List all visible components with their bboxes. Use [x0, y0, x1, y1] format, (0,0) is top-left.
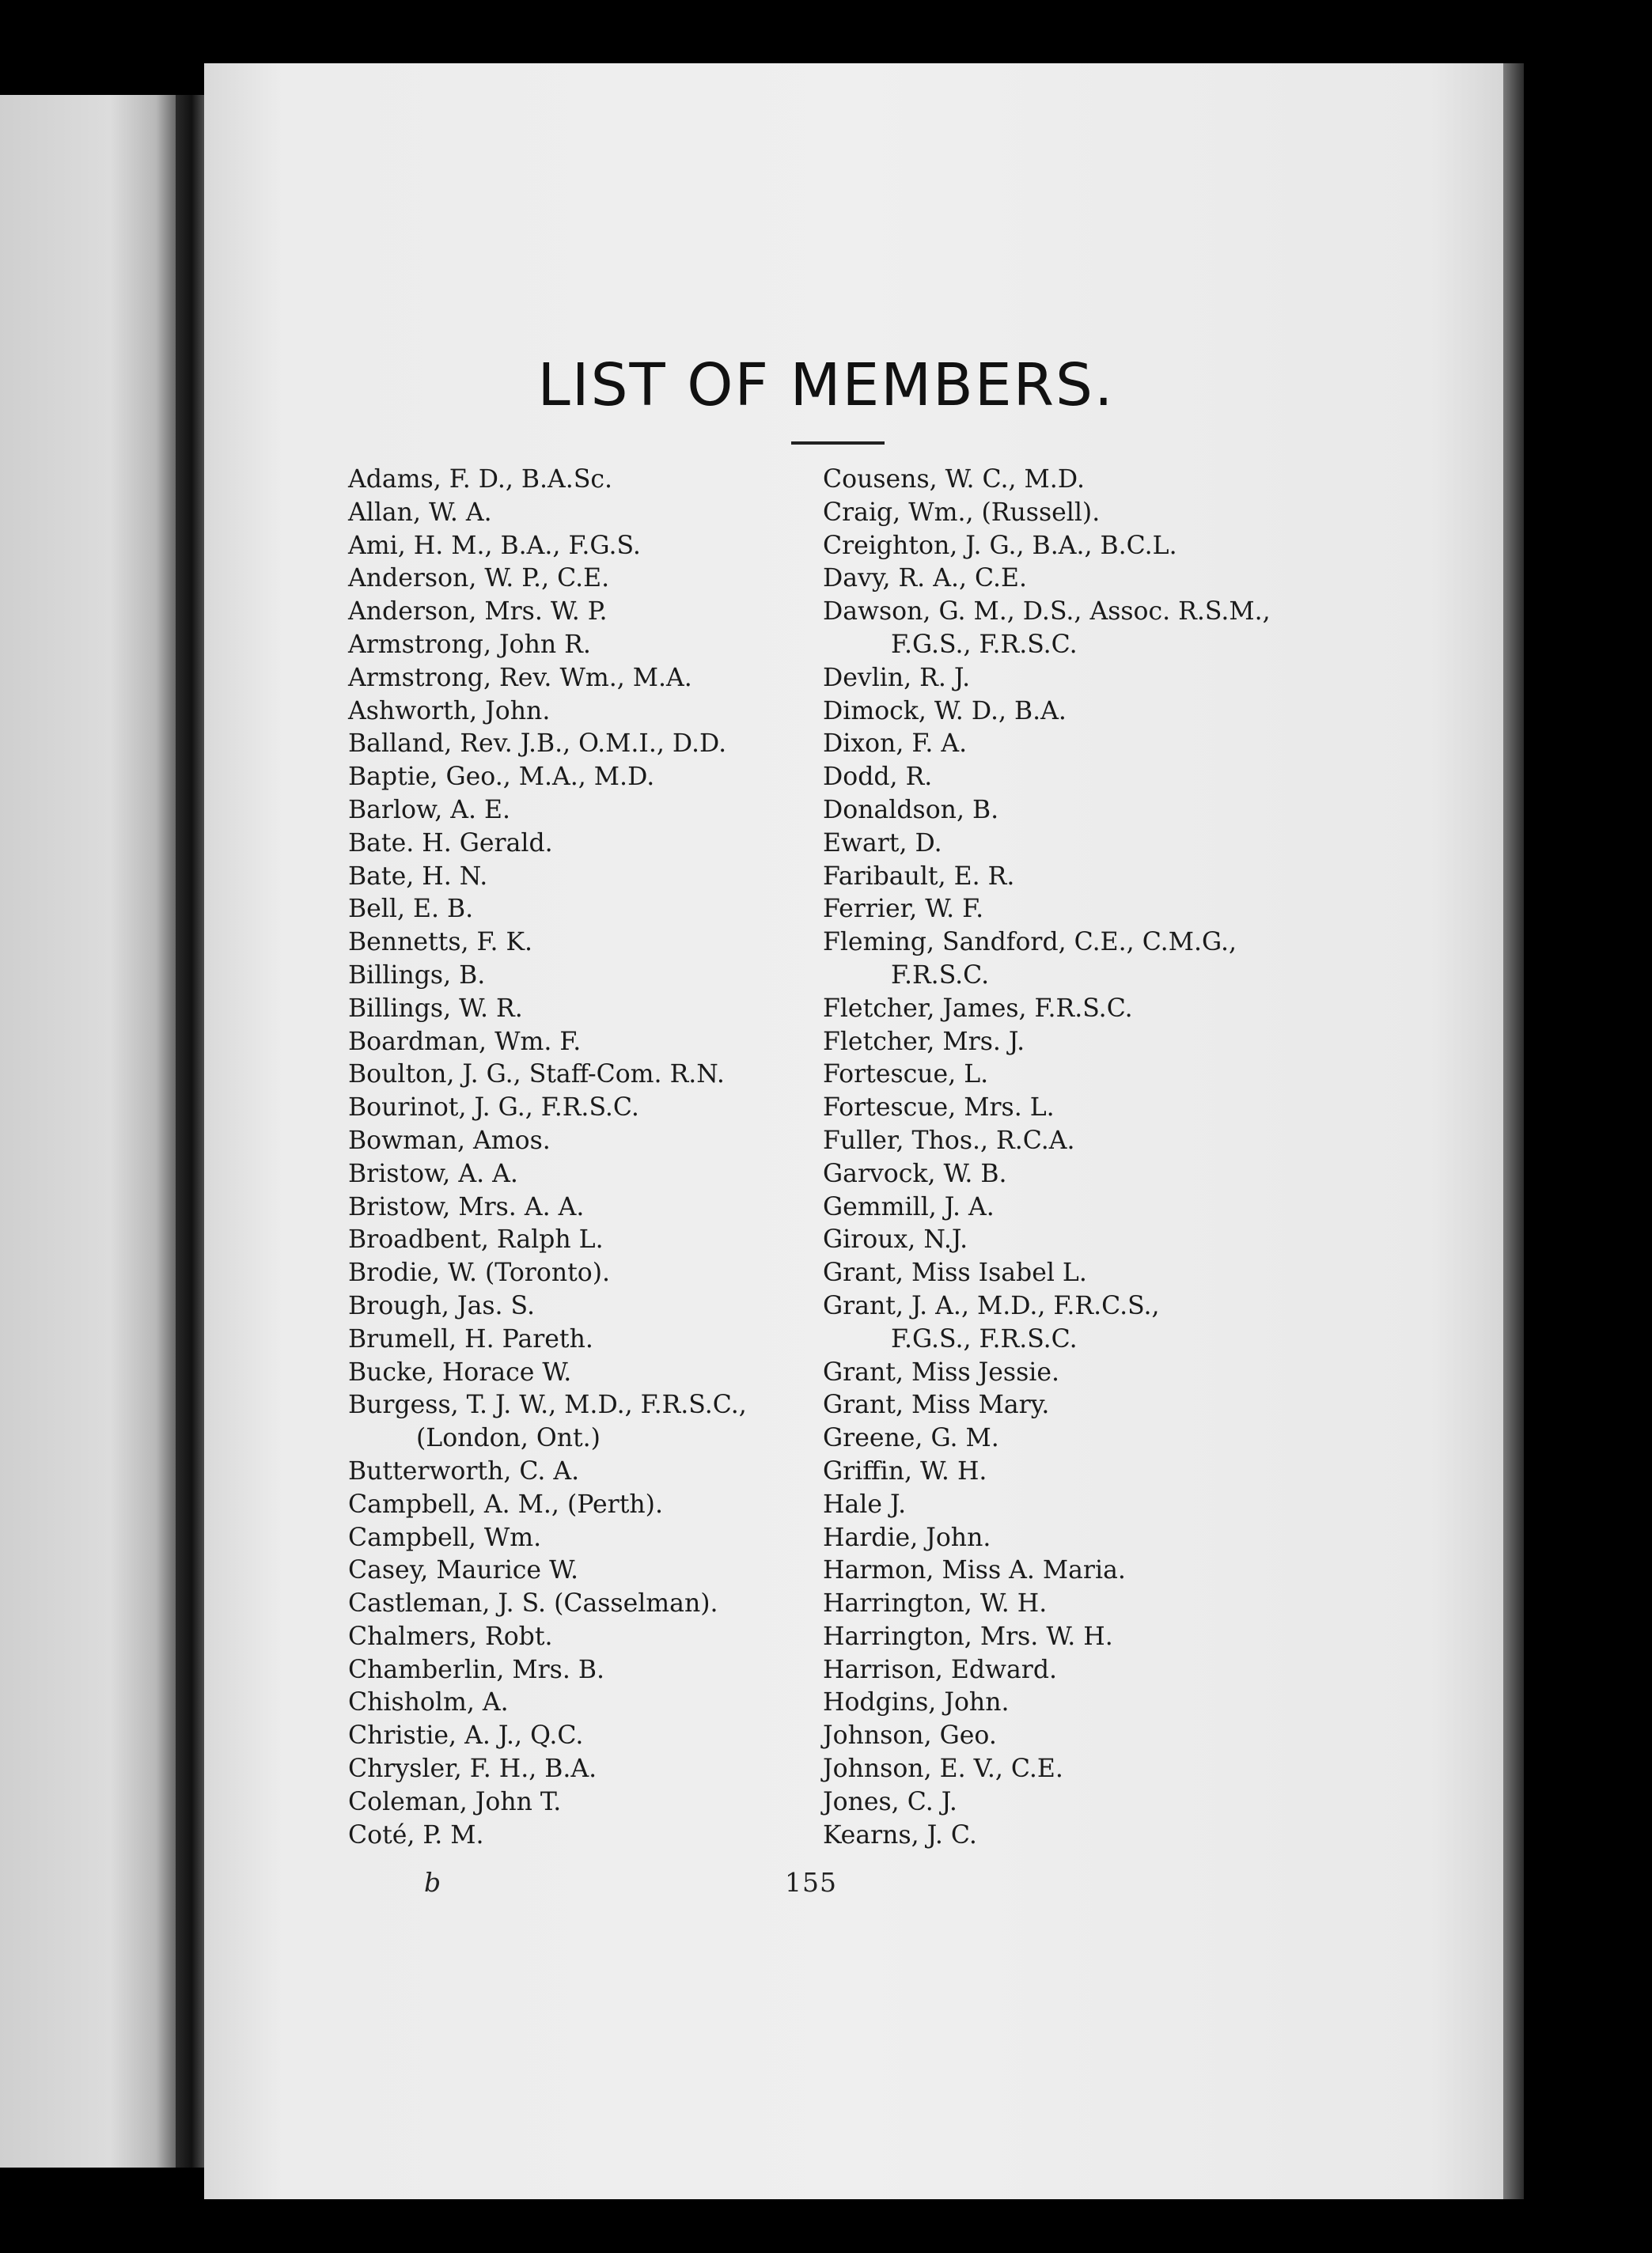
member-entry: Ewart, D. — [823, 828, 942, 858]
member-entry: Anderson, Mrs. W. P. — [348, 597, 608, 627]
member-entry: Campbell, Wm. — [348, 1523, 542, 1552]
member-entry: Casey, Maurice W. — [348, 1556, 578, 1585]
member-entry: Burgess, T. J. W., M.D., F.R.S.C., — [348, 1391, 747, 1420]
member-entry: Coté, P. M. — [348, 1820, 484, 1850]
member-entry: Bennetts, F. K. — [348, 928, 533, 957]
member-entry: Bate. H. Gerald. — [348, 828, 553, 858]
member-entry: Griffin, W. H. — [823, 1456, 987, 1486]
member-entry: Fortescue, L. — [823, 1060, 989, 1089]
member-entry: Dimock, W. D., B.A. — [823, 696, 1067, 725]
member-entry: Grant, Miss Jessie. — [823, 1357, 1059, 1387]
member-entry: Giroux, N.J. — [823, 1225, 968, 1255]
member-entry: Hale J. — [823, 1490, 907, 1519]
member-entry: Broadbent, Ralph L. — [348, 1225, 604, 1255]
member-entry-continuation: (London, Ont.) — [416, 1424, 601, 1453]
member-entry: Baptie, Geo., M.A., M.D. — [348, 763, 655, 792]
member-entry: Bowman, Amos. — [348, 1126, 551, 1155]
member-entry: Bristow, A. A. — [348, 1159, 518, 1188]
member-entry: Fortescue, Mrs. L. — [823, 1093, 1055, 1123]
member-entry: Fletcher, Mrs. J. — [823, 1027, 1025, 1056]
member-entry: Brodie, W. (Toronto). — [348, 1259, 611, 1288]
member-entry: Brough, Jas. S. — [348, 1291, 536, 1320]
title-rule — [791, 441, 885, 445]
signature-mark: b — [424, 1867, 441, 1898]
member-entry-continuation: F.R.S.C. — [891, 960, 990, 990]
member-entry: Boulton, J. G., Staff-Com. R.N. — [348, 1060, 725, 1089]
member-entry: Allan, W. A. — [348, 498, 492, 527]
member-entry: Grant, J. A., M.D., F.R.C.S., — [823, 1291, 1160, 1320]
member-entry: Campbell, A. M., (Perth). — [348, 1490, 663, 1519]
member-entry: Chalmers, Robt. — [348, 1622, 553, 1651]
member-entry: Devlin, R. J. — [823, 663, 971, 692]
member-entry: Creighton, J. G., B.A., B.C.L. — [823, 531, 1177, 560]
page-title: LIST OF MEMBERS. — [537, 351, 1115, 419]
member-entry: Gemmill, J. A. — [823, 1192, 995, 1221]
member-entry: Grant, Miss Isabel L. — [823, 1259, 1087, 1288]
page-number: 155 — [785, 1867, 837, 1898]
member-entry: Ami, H. M., B.A., F.G.S. — [348, 531, 641, 560]
member-entry: Donaldson, B. — [823, 795, 999, 824]
member-entry: Coleman, John T. — [348, 1787, 562, 1816]
member-entry: Dodd, R. — [823, 763, 933, 792]
member-entry: Castleman, J. S. (Casselman). — [348, 1589, 718, 1619]
member-entry: Billings, B. — [348, 960, 486, 990]
member-entry: Hardie, John. — [823, 1523, 991, 1552]
member-entry: Armstrong, John R. — [348, 630, 591, 659]
member-entry: Fletcher, James, F.R.S.C. — [823, 994, 1133, 1023]
member-entry: Jones, C. J. — [823, 1787, 957, 1816]
member-entry: Bell, E. B. — [348, 895, 474, 924]
member-entry: Dawson, G. M., D.S., Assoc. R.S.M., — [823, 597, 1271, 627]
member-entry: Harmon, Miss A. Maria. — [823, 1556, 1126, 1585]
member-entry: Faribault, E. R. — [823, 861, 1015, 891]
member-entry: Harrison, Edward. — [823, 1655, 1058, 1684]
member-entry: Harrington, Mrs. W. H. — [823, 1622, 1113, 1651]
member-list-left-column — [348, 464, 823, 1852]
member-entry: Greene, G. M. — [823, 1424, 999, 1453]
member-entry: Barlow, A. E. — [348, 795, 511, 824]
member-entry: Craig, Wm., (Russell). — [823, 498, 1101, 527]
member-entry: Ashworth, John. — [348, 696, 551, 725]
member-entry: Anderson, W. P., C.E. — [348, 564, 610, 593]
member-entry: Adams, F. D., B.A.Sc. — [348, 465, 613, 494]
member-entry: Hodgins, John. — [823, 1688, 1010, 1717]
member-entry: Christie, A. J., Q.C. — [348, 1721, 584, 1751]
member-list-right-column — [823, 464, 1329, 1852]
member-entry: Bourinot, J. G., F.R.S.C. — [348, 1093, 639, 1123]
member-entry: Johnson, Geo. — [823, 1721, 997, 1751]
member-entry: Fleming, Sandford, C.E., C.M.G., — [823, 928, 1237, 957]
member-entry: Bucke, Horace W. — [348, 1357, 572, 1387]
member-entry: Bate, H. N. — [348, 861, 488, 891]
member-entry: Brumell, H. Pareth. — [348, 1324, 593, 1354]
member-entry: Chamberlin, Mrs. B. — [348, 1655, 605, 1684]
member-entry: Ferrier, W. F. — [823, 895, 984, 924]
member-entry: Boardman, Wm. F. — [348, 1027, 582, 1056]
member-entry-continuation: F.G.S., F.R.S.C. — [891, 1324, 1078, 1354]
member-entry: Chisholm, A. — [348, 1688, 509, 1717]
member-entry: Armstrong, Rev. Wm., M.A. — [348, 663, 692, 692]
member-entry: Billings, W. R. — [348, 994, 523, 1023]
member-entry: Cousens, W. C., M.D. — [823, 465, 1085, 494]
member-entry: Davy, R. A., C.E. — [823, 564, 1027, 593]
member-entry: Balland, Rev. J.B., O.M.I., D.D. — [348, 729, 727, 759]
member-entry: Johnson, E. V., C.E. — [823, 1755, 1063, 1784]
member-entry: Fuller, Thos., R.C.A. — [823, 1126, 1075, 1155]
member-entry: Garvock, W. B. — [823, 1159, 1007, 1188]
member-entry: Harrington, W. H. — [823, 1589, 1048, 1619]
member-entry-continuation: F.G.S., F.R.S.C. — [891, 630, 1078, 659]
member-entry: Grant, Miss Mary. — [823, 1391, 1050, 1420]
member-entry: Bristow, Mrs. A. A. — [348, 1192, 585, 1221]
member-entry: Kearns, J. C. — [823, 1820, 977, 1850]
member-entry: Chrysler, F. H., B.A. — [348, 1755, 597, 1784]
member-entry: Dixon, F. A. — [823, 729, 968, 759]
member-entry: Butterworth, C. A. — [348, 1456, 580, 1486]
